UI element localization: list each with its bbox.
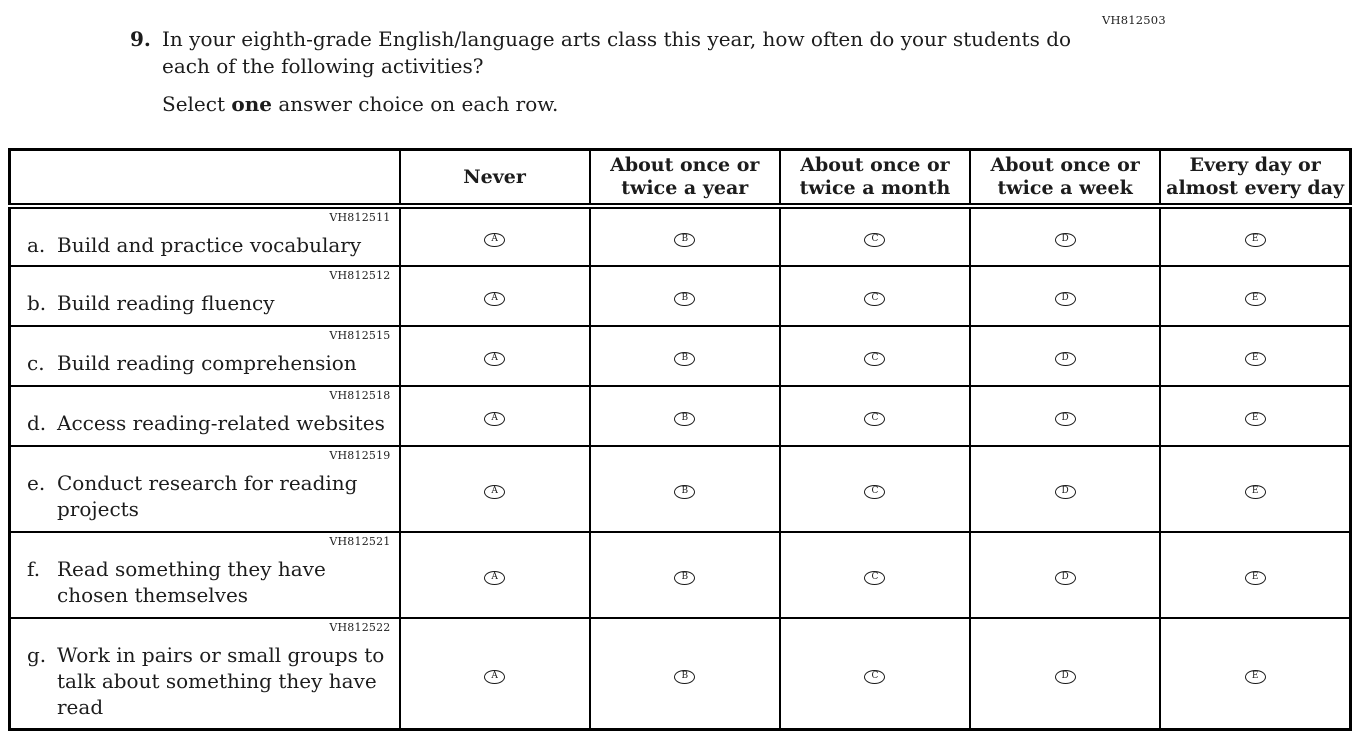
choice-cell — [970, 618, 1160, 730]
choice-cell — [780, 446, 970, 532]
row-letter: d. — [27, 410, 47, 435]
activity-label-cell — [10, 326, 400, 386]
activity-label-cell — [10, 532, 400, 618]
question-text-line-2: each of the following activities? — [162, 54, 484, 78]
table-row — [10, 386, 1351, 446]
choice-cell — [1160, 206, 1350, 266]
choice-cell — [1160, 326, 1350, 386]
choice-cell — [1160, 618, 1350, 730]
choice-cell — [970, 532, 1160, 618]
choice-cell — [400, 206, 590, 266]
choice-bubble-d[interactable]: D — [1055, 670, 1076, 684]
activity-label: Read something they have chosen themselves — [57, 556, 326, 607]
choice-cell — [1160, 446, 1350, 532]
choice-bubble-c[interactable]: C — [864, 485, 885, 499]
choice-cell — [1160, 386, 1350, 446]
activity-label: Conduct research for reading projects — [57, 470, 358, 521]
choice-bubble-a[interactable]: A — [484, 571, 505, 585]
choice-bubble-b[interactable]: B — [674, 292, 695, 306]
choice-bubble-a[interactable]: A — [484, 670, 505, 684]
choice-bubble-a[interactable]: A — [484, 233, 505, 247]
choice-cell — [970, 266, 1160, 326]
row-letter: a. — [27, 232, 46, 257]
choice-bubble-d[interactable]: D — [1055, 485, 1076, 499]
item-code: VH812521 — [329, 534, 391, 548]
choice-cell — [780, 618, 970, 730]
choice-bubble-e[interactable]: E — [1245, 292, 1266, 306]
row-letter: c. — [27, 350, 45, 375]
item-code: VH812515 — [329, 328, 391, 342]
choice-cell — [590, 618, 780, 730]
instruction-prefix: Select — [162, 92, 232, 116]
choice-bubble-a[interactable]: A — [484, 352, 505, 366]
header-every-day: Every day or almost every day — [1160, 150, 1350, 206]
choice-cell — [400, 326, 590, 386]
activity-label-cell — [10, 386, 400, 446]
table-row — [10, 446, 1351, 532]
table-header — [10, 150, 1351, 206]
question-body — [162, 26, 1071, 116]
activity-label: Build and practice vocabulary — [57, 232, 362, 257]
question-text-line-1: In your eighth-grade English/language arts class this year, how often do your students do — [162, 27, 1072, 51]
choice-cell — [590, 446, 780, 532]
activity-label: Work in pairs or small groups to talk about something they have read — [57, 642, 385, 719]
choice-bubble-e[interactable]: E — [1245, 412, 1266, 426]
choice-bubble-c[interactable]: C — [864, 670, 885, 684]
choice-bubble-a[interactable]: A — [484, 412, 505, 426]
choice-bubble-b[interactable]: B — [674, 233, 695, 247]
choice-bubble-d[interactable]: D — [1055, 233, 1076, 247]
choice-bubble-b[interactable]: B — [674, 352, 695, 366]
choice-cell — [970, 446, 1160, 532]
instruction-bold-word: one — [231, 92, 272, 116]
header-once-twice-week: About once or twice a week — [970, 150, 1160, 206]
activity-label-cell — [10, 266, 400, 326]
activity-label: Build reading fluency — [57, 290, 275, 315]
choice-bubble-e[interactable]: E — [1245, 233, 1266, 247]
header-empty-cell — [10, 150, 400, 206]
choice-cell — [590, 206, 780, 266]
choice-cell — [590, 386, 780, 446]
header-never: Never — [400, 150, 590, 206]
choice-cell — [590, 266, 780, 326]
instruction-suffix: answer choice on each row. — [271, 92, 559, 116]
choice-cell — [780, 326, 970, 386]
table-row — [10, 618, 1351, 730]
row-letter: b. — [27, 290, 47, 315]
choice-bubble-c[interactable]: C — [864, 571, 885, 585]
choice-bubble-e[interactable]: E — [1245, 485, 1266, 499]
choice-cell — [780, 532, 970, 618]
choice-cell — [1160, 532, 1350, 618]
activity-label-cell — [10, 446, 400, 532]
header-row — [10, 150, 1351, 206]
table-row — [10, 326, 1351, 386]
choice-cell — [400, 446, 590, 532]
choice-bubble-c[interactable]: C — [864, 292, 885, 306]
choice-cell — [780, 206, 970, 266]
choice-cell — [590, 532, 780, 618]
choice-bubble-c[interactable]: C — [864, 412, 885, 426]
choice-bubble-b[interactable]: B — [674, 485, 695, 499]
choice-bubble-a[interactable]: A — [484, 485, 505, 499]
choice-cell — [970, 206, 1160, 266]
choice-bubble-b[interactable]: B — [674, 670, 695, 684]
item-code: VH812519 — [329, 448, 391, 462]
form-code: VH812503 — [1102, 13, 1166, 27]
question-block — [130, 26, 1071, 116]
header-once-twice-month: About once or twice a month — [780, 150, 970, 206]
choice-bubble-d[interactable]: D — [1055, 292, 1076, 306]
choice-cell — [970, 386, 1160, 446]
header-once-twice-year: About once or twice a year — [590, 150, 780, 206]
choice-cell — [970, 326, 1160, 386]
activity-label: Access reading-related websites — [57, 410, 385, 435]
choice-bubble-c[interactable]: C — [864, 233, 885, 247]
choice-bubble-a[interactable]: A — [484, 292, 505, 306]
choice-cell — [400, 266, 590, 326]
table-row — [10, 266, 1351, 326]
choice-bubble-b[interactable]: B — [674, 412, 695, 426]
table-row — [10, 206, 1351, 266]
choice-bubble-d[interactable]: D — [1055, 352, 1076, 366]
question-number: 9. — [130, 27, 151, 51]
activity-label: Build reading comprehension — [57, 350, 357, 375]
choice-cell — [400, 618, 590, 730]
item-code: VH812518 — [329, 388, 391, 402]
instruction-text — [162, 92, 1071, 116]
choice-cell — [400, 386, 590, 446]
row-letter: e. — [27, 470, 46, 495]
row-letter: g. — [27, 642, 47, 667]
choice-cell — [780, 266, 970, 326]
item-code: VH812512 — [329, 268, 391, 282]
survey-table-body — [10, 206, 1351, 730]
activity-label-cell — [10, 206, 400, 266]
choice-bubble-e[interactable]: E — [1245, 670, 1266, 684]
item-code: VH812511 — [329, 210, 391, 224]
choice-bubble-d[interactable]: D — [1055, 571, 1076, 585]
choice-bubble-e[interactable]: E — [1245, 571, 1266, 585]
table-row — [10, 532, 1351, 618]
choice-bubble-d[interactable]: D — [1055, 412, 1076, 426]
row-letter: f. — [27, 556, 41, 581]
choice-bubble-e[interactable]: E — [1245, 352, 1266, 366]
choice-cell — [780, 386, 970, 446]
activity-label-cell — [10, 618, 400, 730]
survey-matrix-table — [8, 148, 1352, 731]
choice-bubble-b[interactable]: B — [674, 571, 695, 585]
choice-bubble-c[interactable]: C — [864, 352, 885, 366]
choice-cell — [400, 532, 590, 618]
item-code: VH812522 — [329, 620, 391, 634]
choice-cell — [590, 326, 780, 386]
choice-cell — [1160, 266, 1350, 326]
